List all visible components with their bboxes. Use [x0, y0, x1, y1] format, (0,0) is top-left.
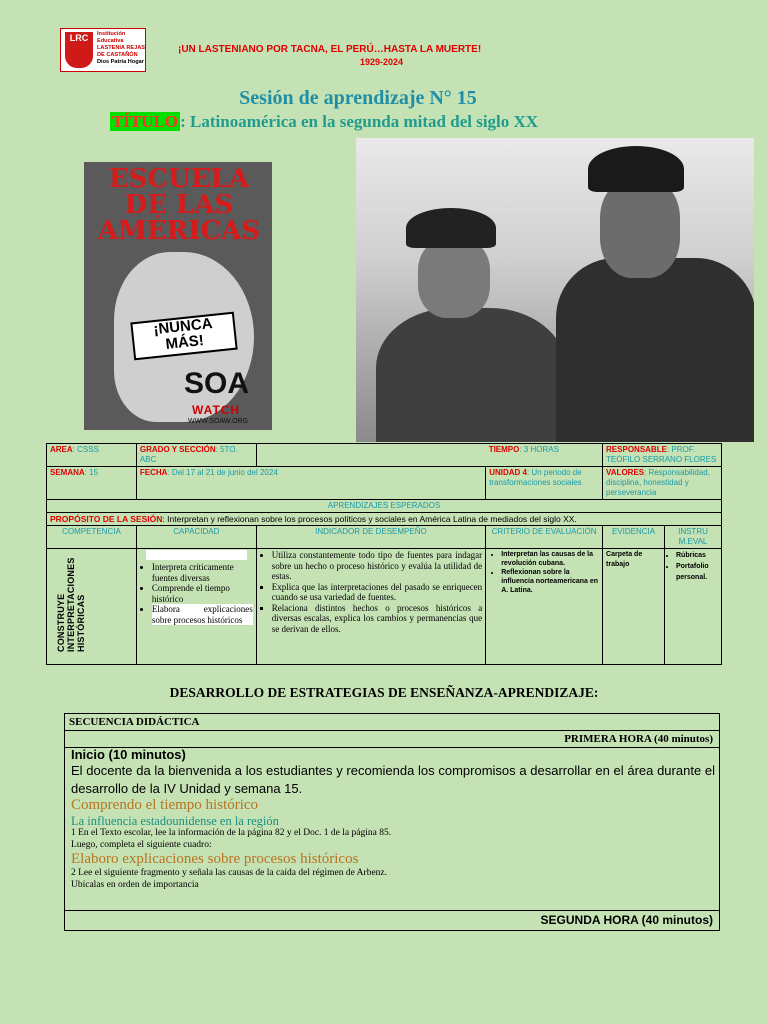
list-item: ▪ Explica que las interpretaciones del pasado se enriquecen cuando se usa variedad de fuentes. [272, 582, 482, 603]
figure-right-face [600, 178, 680, 278]
logo-text [97, 31, 145, 66]
session-title: Sesión de aprendizaje N° 15 [239, 87, 477, 109]
list-item: • Comprende el tiempo histórico [152, 583, 253, 604]
section-heading: Elaboro explicaciones sobre procesos históricos [71, 851, 359, 867]
responsable-value: : PROF. TEÓFILO SERRANO FLORES [606, 445, 717, 464]
inicio-heading: Inicio (10 minutos) [71, 747, 186, 762]
semana-label: SEMANA [50, 468, 85, 477]
aprendizajes-header: APRENDIZAJES ESPERADOS [47, 500, 722, 513]
logo-motto: Dios Patria Hogar [97, 59, 144, 65]
unidad-cell [486, 467, 603, 500]
instrumento-cell [664, 549, 721, 665]
session-topic [110, 112, 538, 132]
col-criterio: CRITERIO DE EVALUACIÓN [486, 526, 603, 549]
tiempo-cell [486, 444, 603, 467]
tiempo-spacer [256, 444, 485, 467]
school-logo [60, 28, 146, 72]
logo-initials: LRC [69, 33, 89, 43]
col-evidencia: EVIDENCIA [603, 526, 665, 549]
secuencia-body [71, 747, 715, 891]
beret-icon [406, 208, 496, 248]
grado-cell [136, 444, 256, 467]
table-row [47, 549, 722, 665]
list-item: personal. [675, 574, 708, 581]
area-value: : CSSS [72, 445, 99, 454]
school-years: 1929-2024 [360, 57, 404, 67]
poster-url: WWW.SOAW.ORG [188, 418, 249, 425]
poster-brand-sub: WATCH [192, 403, 241, 417]
section-heading: Comprendo el tiempo histórico [71, 797, 259, 813]
soa-poster-image [84, 162, 272, 430]
figure-right-body [556, 258, 754, 442]
indicador-cell [256, 549, 485, 665]
proposito-cell [47, 513, 722, 526]
fecha-value: : Del 17 al 21 de junio del 2024 [167, 468, 278, 477]
valores-label: VALORES [606, 468, 645, 477]
historical-photo [356, 138, 754, 442]
shield-icon [65, 32, 93, 68]
proposito-label: PROPÓSITO DE LA SESIÓN [50, 514, 163, 524]
valores-value: : Responsabilidad, disciplina, honestidad y perseverancia [606, 468, 710, 497]
grado-value: : 5TO. ABC [139, 445, 238, 464]
figure-left-body [376, 308, 566, 442]
col-indicador: INDICADOR DE DESEMPEÑO [256, 526, 485, 549]
col-instrumento: INSTRU M.EVAL [664, 526, 721, 549]
unidad-value: : Un periodo de transformaciones sociales [489, 468, 582, 487]
list-item: • Interpreta críticamente fuentes diversas [152, 562, 253, 583]
valores-cell [603, 467, 722, 500]
fecha-label: FECHA [139, 468, 168, 477]
tiempo-label: TIEMPO [488, 445, 520, 454]
table-row [47, 444, 722, 467]
col-competencia: COMPETENCIA [47, 526, 137, 549]
criterio-cell [486, 549, 603, 665]
list-item: • Reflexionan sobre la influencia norteamericana en A. Latina. [501, 568, 599, 595]
secuencia-box [64, 713, 720, 931]
area-cell [47, 444, 137, 467]
instruction-line: 1 En el Texto escolar, lee la información de la página 82 y el Doc. 1 de la página 85. [71, 828, 392, 838]
section-subheading: La influencia estadounidense en la región [71, 814, 279, 828]
table-row [47, 513, 722, 526]
list-item: • Utiliza constantemente todo tipo de fuentes para indagar sobre un hecho o proceso histórico y evalúa la utilidad de estas. [272, 550, 482, 582]
list-item: • Elabora explicaciones sobre procesos históricos [152, 604, 253, 625]
competencia-cell [47, 549, 137, 665]
responsable-cell [603, 444, 722, 467]
evidencia-cell: Carpeta de trabajo [603, 549, 665, 665]
instruction-line: 2 Lee el siguiente fragmento y señala las causas de la caída del régimen de Arbenz. [71, 868, 388, 878]
proposito-value: : Interpretan y reflexionan sobre los procesos políticos y sociales en América Latina de mediados del siglo XX. [162, 514, 577, 524]
session-info-table [46, 443, 722, 665]
table-header-row [47, 526, 722, 549]
unidad-label: UNIDAD 4 [489, 468, 527, 477]
semana-cell [47, 467, 137, 500]
list-item: • Interpretan las causas de la revolución cubana. [501, 550, 599, 568]
school-motto: ¡UN LASTENIANO POR TACNA, EL PERÚ…HASTA LA MUERTE! [178, 44, 482, 55]
list-item: • Portafolio [676, 561, 718, 572]
fecha-cell [136, 467, 485, 500]
area-label: AREA [50, 445, 73, 454]
responsable-label: RESPONSABLE [606, 445, 667, 454]
desarrollo-title: DESARROLLO DE ESTRATEGIAS DE ENSEÑANZA-APRENDIZAJE: [169, 685, 599, 700]
titulo-text: : Latinoamérica en la segunda mitad del siglo XX [180, 112, 539, 131]
titulo-tag: TÍTULO [112, 112, 179, 131]
instruction-line: Ubícalas en orden de importancia [71, 879, 199, 890]
poster-headline: ESCUELA DE LAS AMÉRICAS [97, 164, 261, 246]
poster-brand: SOA [184, 367, 250, 400]
segunda-hora-header: SEGUNDA HORA (40 minutos) [65, 910, 719, 931]
list-item: • Rúbricas [676, 550, 718, 561]
capacidad-cell [136, 549, 256, 665]
primera-hora-header: PRIMERA HORA (40 minutos) [65, 731, 719, 748]
table-row [47, 500, 722, 513]
figure-left-face [418, 238, 490, 318]
semana-value: : 15 [84, 468, 99, 477]
table-row [47, 467, 722, 500]
instruction-line: Luego, completa el siguiente cuadro: [71, 839, 212, 850]
tiempo-value: : 3 HORAS [519, 445, 559, 454]
blank-box [146, 550, 247, 560]
cap-icon [588, 146, 684, 192]
secuencia-header: SECUENCIA DIDÁCTICA [65, 714, 719, 731]
logo-label: Institución Educativa LASTENIA REJAS DE CASTAÑÓN [97, 31, 145, 58]
inicio-text: El docente da la bienvenida a los estudiantes y recomienda los compromisos a desarrollar en el área durante el desarrollo de la IV Unidad y semana 15. [71, 763, 715, 796]
col-capacidad: CAPACIDAD [136, 526, 256, 549]
list-item: ▪ Relaciona distintos hechos o procesos históricos a diversas escalas, explica los cambios y permanencias que se derivan de ellos. [272, 603, 482, 635]
grado-label: GRADO Y SECCIÓN [139, 445, 216, 454]
poster-sign: ¡NUNCA MÁS! [130, 312, 237, 361]
competencia-text: CONSTRUYE INTERPRETACIONES HISTÓRICAS [56, 556, 86, 652]
